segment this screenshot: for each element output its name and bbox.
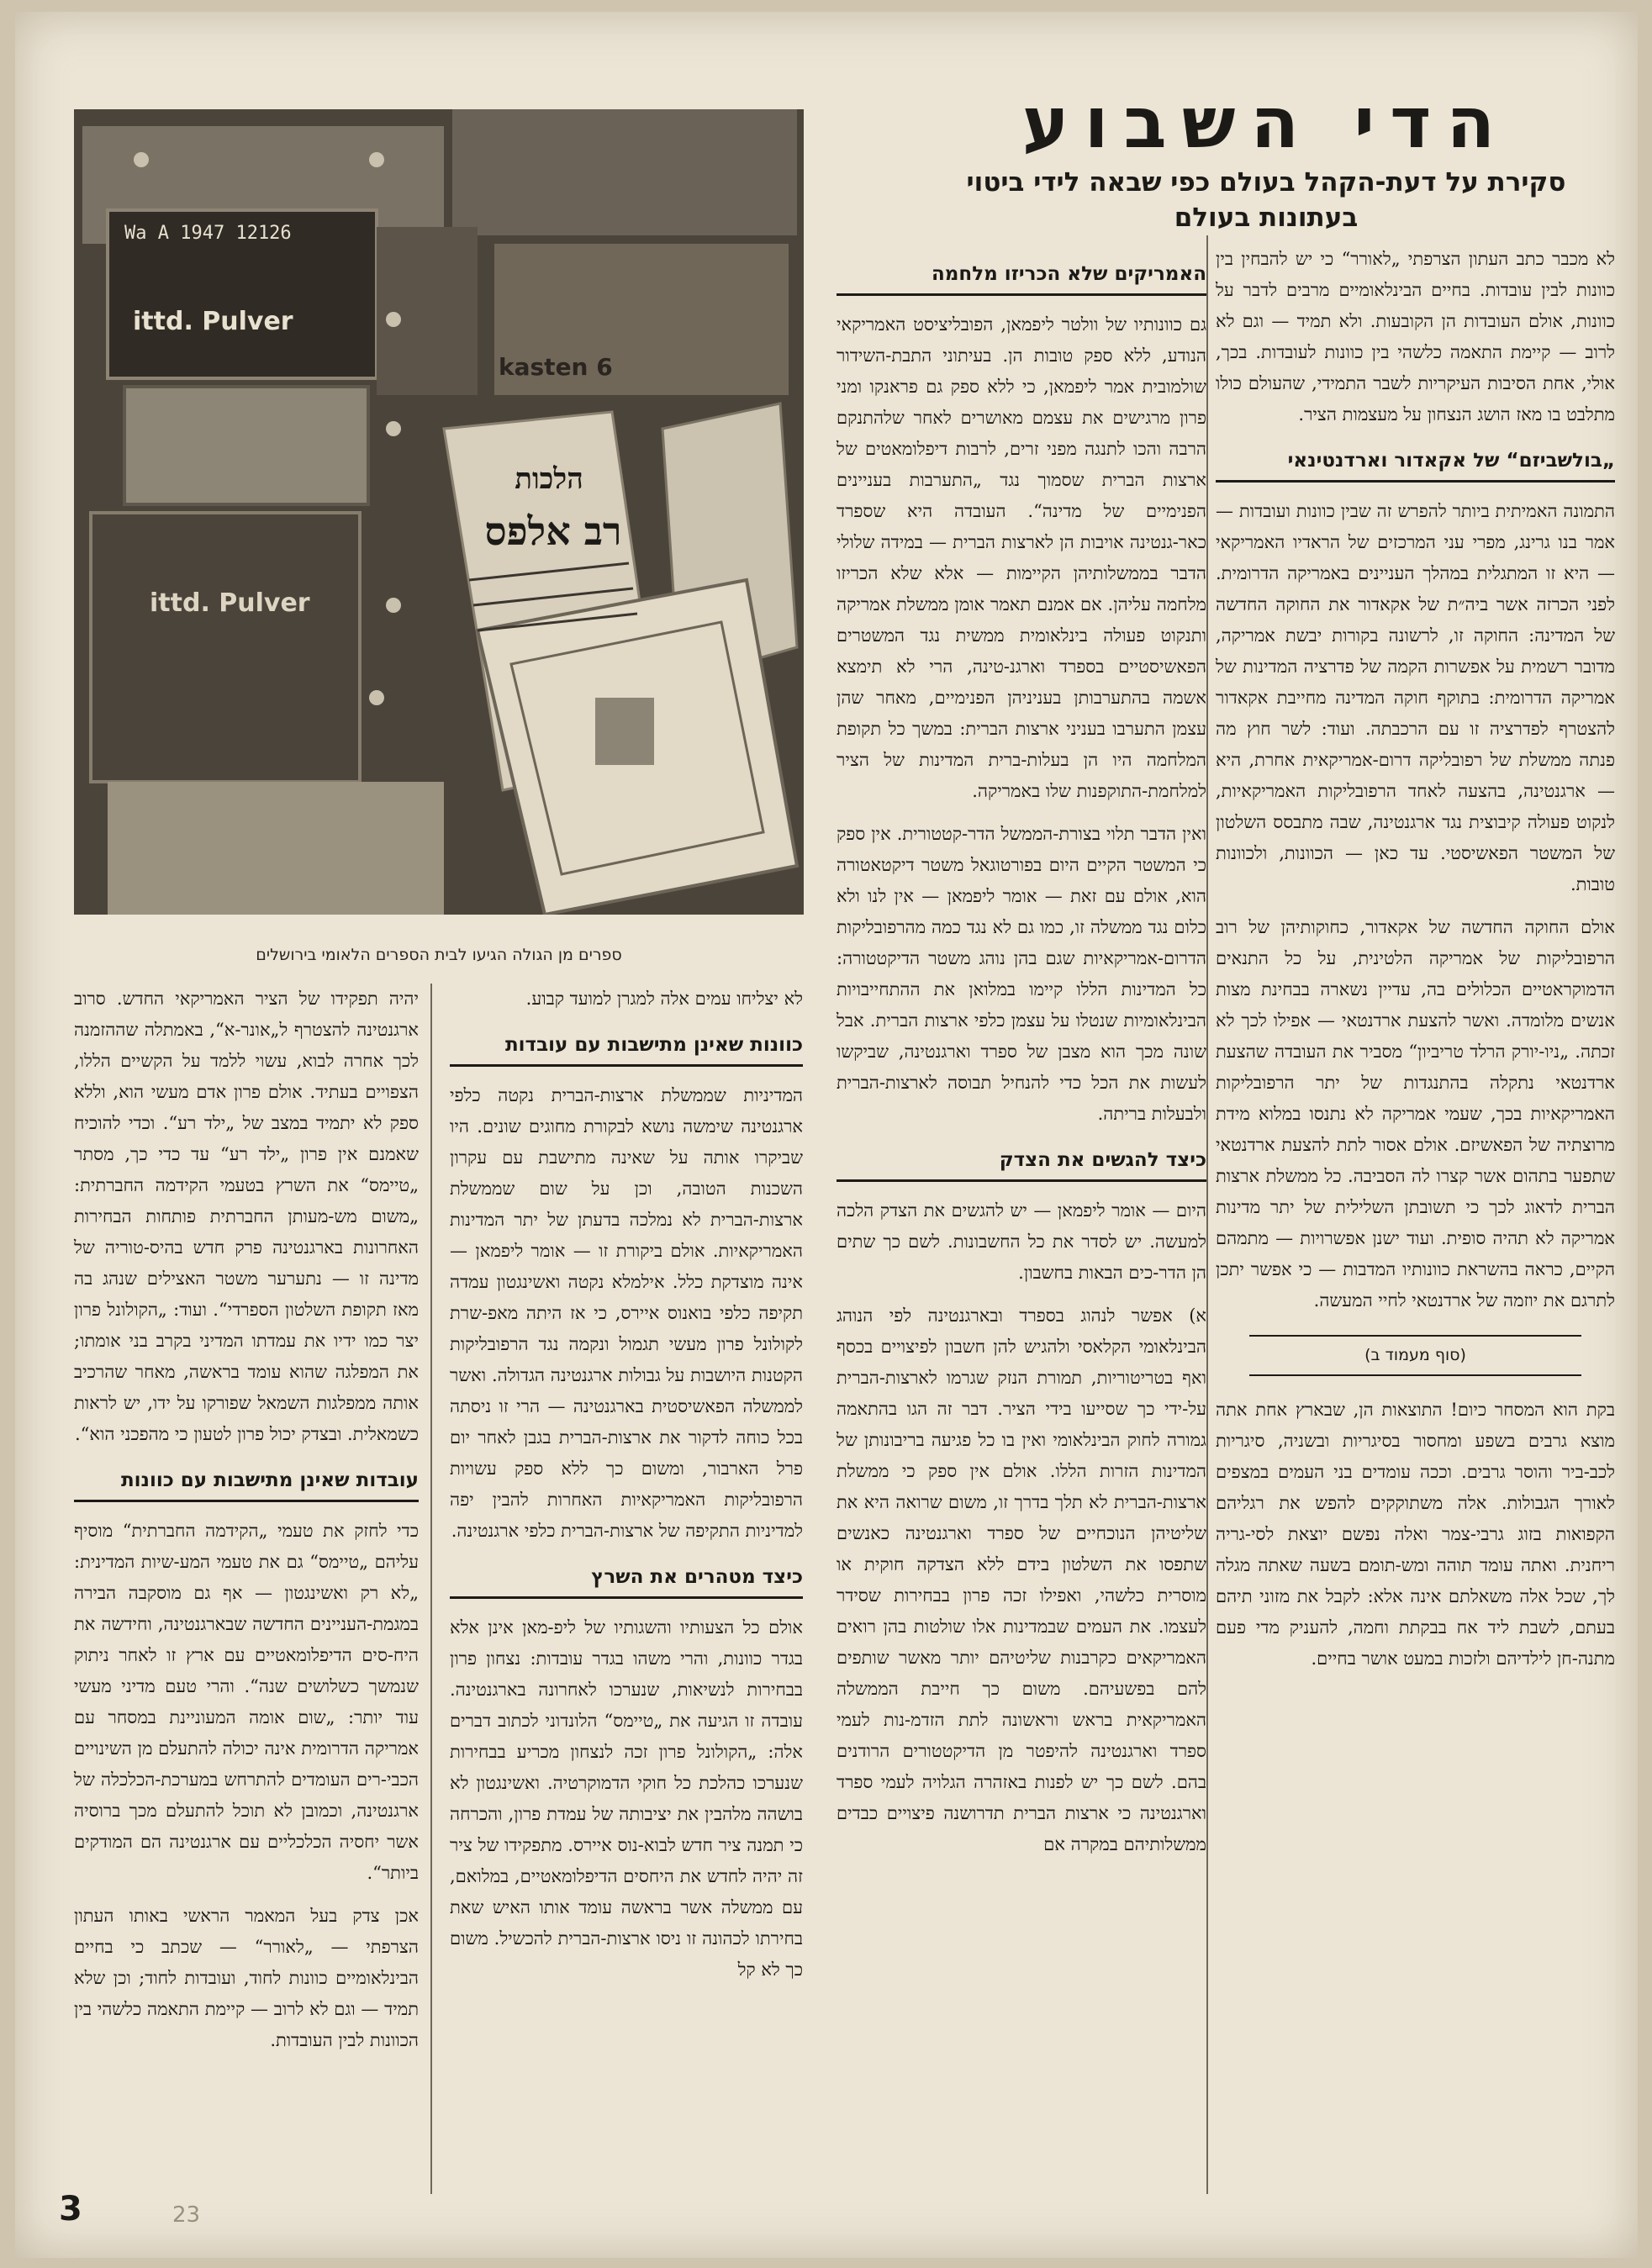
article-paragraph: כדי לחזק את טעמי „הקידמה החברתית“ מוסיף עליהם „טיימס“ גם את טעמי המע-שיות המדינית: „לא רק ואשינגטון — אף גם מוסקבה הבירה במגמת-העניינים החדשה שבארגנטינה, וחידשה את היח-סים הדיפלומאטיים עם ארץ זו לאחר ניתוק שנמשך כשלושים שנה“. והרי טעם מדיני מעשי עוד יותר: „שום אומה המעוניינת במסחר עם אמריקה הדרומית אינה יכולה להתעלם מן השינויים הכבי-רים העומדים להתרחש במערכת-הכלכלה של ארגנטינה, וכמובן לא תוכל להתעלם מכך ברוסיה אשר יחסיה הכלכליים עם ארגנטינה הם המודקים ביותר“. bbox=[74, 1521, 419, 1883]
crate-label-3: kasten 6 bbox=[499, 353, 613, 381]
section-heading: „בולשביזם“ של אקאדור וארדנטינאי bbox=[1216, 442, 1615, 483]
section-heading: האמריקים שלא הכריזו מלחמה bbox=[837, 256, 1206, 296]
article-paragraph: א) אפשר לנהוג בספרד ובארגנטינה לפי הנוהג הבינלאומי הקלאסי ולהגיש להן חשבון לפיצויים בכסף ואף בטריטוריות, תמורת הנזק שגרמו לארצות-הברית על-ידי כך שסייעו בידי הציר. דבר זה הגו בהתאמה גמורה לחוק הבינלאומי ואין בו כל פגיעה בריבונותן של המדינות הזרות הללו. אולם אין ספק כי ממשלת ארצות-הברית לא תלך בדרך זו, משום שרואה היא את שליטיהן הנוכחיים של ספרד וארגנטינה כאנשים שתפסו את השלטון בידם ללא הצדקה חוקית או מוסרית כלשהי, ואפילו זכה פרון בבחירות שסידר לעצמו. את העמים שבמדינות אלו שולטות בהן רואים האמריקאים כקרבנות שליטיהם יותר מאשר שותפים להם בפשעיהם. משום כך חייבת הממשלה האמריקאית בראש וראשונה לתת הזדמ-נות לעמי ספרד וארגנטינה להיפטר מן הדיקטטורים הרודנים בהם. לשם כך יש לפנות באזהרה הגלויה לעמי ספרד וארגנטינה כי ארצות הברית תדרושנה פיצויים כבדים ממשלותיהם במקרה אם bbox=[837, 1305, 1206, 1854]
crate-label-4: ittd. Pulver bbox=[150, 588, 310, 618]
masthead bbox=[917, 81, 1615, 235]
article-paragraph: המדיניות שממשלת ארצות-הברית נקטה כלפי ארגנטינה שימשה נושא לבקורת מחוגים שונים. היו שביקרו אותה על שאינה מתישבת עם עקרון השכנות הטובה, וכן על שום שממשלת ארצות-הברית לא נמלכה בדעתן של יתר המדינות האמריקאיות. אולם ביקורת זו — אומר ליפמאן — אינה מוצדקת כלל. אילמלא נקטה ואשינגטון עמדה תקיפה כלפי בואנוס איירס, כי אז היתה מאפ-שרת לקולונל פרון מעשי תגמול ונקמה נגד הרפובליקות הקטנות היושבות על גבולות ארגנטינה הגדולה. ואשר לממשלה הפאשיסטית בארגנטינה — הרי זו ניסתה בכל כוחה לדקור את ארצות-הברית בגבן לאחר יום פרל הארבור, ומשום כך ללא ספק עשויות הרפובליקות האמריקאיות האחרות להבין יפה למדיניות התקיפה של ארצות-הברית כלפי ארגנטינה. bbox=[450, 1085, 803, 1541]
article-paragraph: אולם כל הצעותיו והשגותיו של ליפ-מאן אינן אלא בגדר כוונות, והרי משהו בגדר עובדות: נצחון פרון בבחירות לנשיאות, שנערכו לאחרונה בארגנטינה. עובדה זו הגיעה את „טיימס“ הלונדוני לכתוב דברים אלה: „הקולונל פרון זכה לנצחון מכריע בבחירות שנערכו כהלכת כל חוקי הדמוקרטיה. ואשינגטון לא בושהה מלהבין את יציבותה של עמדת פרון, והכרחה כי תמנה ציר חדש לבוא-נוס איירס. מתפקידו של ציר זה יהיה לחדש את היחסים הדיפלומאטיים, במלואם, עם ממשלה אשר בראשה עומד אותו האיש שאת בחירתו לכהונה זו ניסו ארצות-הברית להכשיל. משום כך לא קל bbox=[450, 1617, 803, 1980]
middle-column bbox=[837, 244, 1206, 1872]
article-paragraph: אכן צדק בעל המאמר הראשי באותו העתון הצרפתי — „לאורר“ — שכתב כי בחיים הבינלאומיים כוונות לחוד, ועובדות לחוד; וכן שלא תמיד — וגם לא לרוב — קיימת התאמה כלשהי בין הכוונות לבין העובדות. bbox=[74, 1906, 419, 2050]
section-heading: עובדות שאינן מתישבות עם כוונות bbox=[74, 1462, 419, 1502]
photo-caption: ספרים מן הגולה הגיעו לבית הספרים הלאומי בירושלים bbox=[256, 946, 622, 964]
column-rule bbox=[430, 984, 432, 2194]
lower-column-a bbox=[74, 984, 419, 2068]
page-subtitle: סקירת על דעת-הקהל בעולם כפי שבאה לידי ביטוי bbox=[966, 167, 1566, 198]
book-title-line-2: רב אלפס bbox=[484, 509, 622, 554]
article-paragraph: ואין הדבר תלוי בצורת-הממשל הדר-קטטורית. אין ספק כי המשטר הקיים היום בפורטוגאל משטר דיקטאטורה הוא, אולם עם זאת — אומר ליפמאן — אין לנו ולא כלום נגד ממשלה זו, כמו גם לא נגד כמה מהרפובליקות הדרום-אמריקאיות שגם בהן נוהג משטר הדיקטטורה: כל המדינות הללו קיימו במלואן את ההתחייבויות הבינלאומיות שנטלו על עצמן כלפי ארצות הברית. אבל שונה מכך הוא מצבן של ספרד וארגנטינה, שביקשו לעשות את הכל כדי להנחיל תבוסה לארצות-הברית ולבעלות בריתה. bbox=[837, 824, 1206, 1124]
column-rule bbox=[1206, 235, 1208, 2194]
lower-column-b bbox=[450, 984, 803, 1997]
article-paragraph: לא מכבר כתב העתון הצרפתי „לאורר“ כי יש להבחין בין כוונות לבין עובדות. בחיים הבינלאומיים מרבים לדבר על כוונות, אולם העובדות הן הקובעות. ולא תמיד — וגם לא לרוב — קיימת התאמה כלשהי בין כוונות לעובדות. בכך, אולי, אחת הסיבות העיקריות לשבר התמידי, שהעולם כולו מתלבט בו מאז הושג הנצחון על מעצמות הציר. bbox=[1216, 249, 1615, 425]
continuation-note: (סוף מעמוד ב) bbox=[1249, 1335, 1581, 1376]
article-paragraph: לא יצליחו עמים אלה למגרן למועד קבוע. bbox=[525, 989, 803, 1009]
article-paragraph: התמונה האמיתית ביותר להפרש זה שבין כוונות ועובדות — אמר בנו גרינג, מפרי עני המרכזים של הראדיו האמריקאי — היא זו המתגלית במהלך העניינים באמריקה הדרומית. לפני הכרזה אשר ביה״ת של אקאדור את החוקה החדשה של המדינה: החוקה זו, לרשונה בקורות יבשת אמריקה, מדובר רשמית על אפשרות הקמה של פדרציה המדינות של אמריקה הדרומית: בתוקף חוקה המדינה מחייבת אקאדור להצטרף לפדרציה זו עם הרכבתה. ועוד: לשר חוץ מה פנתה ממשלת של רפובליקה דרום-אמריקאית אחרת, היא — ארגנטינה, בהצעה לאחד הרפובליקות האמריקאיות, לנקוט פעולה קיבוצית נגד ארגנטינה, שבה מתבסס השלטון של המשטר הפאשיסטי. עד כאן — הכוונות, ולכוונות טובות. bbox=[1216, 501, 1615, 894]
page-number: 3 bbox=[59, 2190, 82, 2228]
photo-book-crates bbox=[74, 109, 804, 915]
article-paragraph: אולם החוקה החדשה של אקאדור, כחוקותיהן של רוב הרפובליקות של אמריקה הלטינית, על כל התנאים הדמוקראטיים הכלולים בה, עדיין נשארה בבחינת מצות אנשים מלומדה. ואשר להצעת ארדנטאי — אפילו לכך לא זכתה. „ניו-יורק הרלד טריביון“ מסביר את העובדה שהצעת ארדנטאי נתקלה בהתנגדות של יתר הרפובליקות האמריקאיות בכך, שעמי אמריקה לא נתנסו במלוא מידת מרוצתיה של הפאשיזם. אולם אסור לתת להצעת ארדנטאי שתפער בתהום אשר קצרו לה הסביבה. כל ממשלת ארצות הברית לדאוג לכך כי תשובתן השלילית של יתר מדינות אמריקה לא תהיה סופית. ועוד ישנן אפשרויות — מתמהם הקיים, כראה בהשראת כוונותיו המדבות — כי אפשר יתכן לתרגם את יוזמה של ארדנטאי לחיי המעשה. bbox=[1216, 917, 1615, 1311]
section-heading: כוונות שאינן מתישבות עם עובדות bbox=[450, 1026, 803, 1067]
right-column bbox=[1216, 244, 1615, 1686]
article-paragraph: היום — אומר ליפמאן — יש להגשים את הצדק הלכה למעשה. יש לסדר את כל החשבונות. לשם כך שתים הן הדר-כים הבאות בחשבון. bbox=[837, 1200, 1206, 1283]
section-heading: כיצד להגשים את הצדק bbox=[837, 1142, 1206, 1182]
page-title: הדי השבוע bbox=[1021, 82, 1511, 164]
article-paragraph: יהיה תפקידו של הציר האמריקאי החדש. סרוב ארגנטינה להצטרף ל„אונר-א“, באמתלה שההזמנה לכך אחרה לבוא, עשוי ללמד על הקשיים הללו, הצפויים בעתיד. אולם פרון אדם מעשי הוא, וללא ספק לא יתמיד במצב של „ילד רע“. וכדי להוכיח שאמנם אין פרון „ילד רע“ עד כדי כך, מסתר „טיימס“ את השרץ בטעמי הקידמה החברתית: „משום מש-מעותן החברתית פותחות הבחירות האחרונות בארגנטינה פרק חדש בהיס-טוריה של מדינה זו — נתערער משטר האצילים שנהג בה מאז תקופת השלטון הספרדי“. ועוד: „הקולונל פרון יצר כמו ידיו את עמדתו המדיני בקרב בני אומתו; את המפלגה שהוא עומד בראשה, מאחר שהרכיב אותה ממפלגות השמאל שפורקו על ידו, יש לראות כשמאלית. ובצדק יכול פרון לטעון כי מהפכני הוא“. bbox=[74, 989, 419, 1444]
faint-page-number: 23 bbox=[172, 2202, 201, 2228]
crate-label-2: ittd. Pulver bbox=[133, 307, 293, 336]
article-paragraph: בקת הוא המסחר כיום! התוצאות הן, שבארץ אחת אתה מוצא גרבים בשפע ומחסור בסיגריות ובשניה, סיגריות לכב-ביר והוסר גרבים. וככה עומדים בני העמים במצפים לאורך הגבולות. אלה משתוקקים להפש את רגליהם הקפואות בזוג גרבי-צמר ואלה נפשם יוצאת לסי-גריה ריחנית. ואתה עומד תוהה ומש-תומם בשעה שאתה מגלה לך, שכל אלה משאלתם אינה אלא: לקבל את מזוני תיהם בעתם, לשבת ליד אח בבקתת וחמה, להעניק מדי פעם מתנה-חן לילדיהם ולזכות במעט אושר בחיים. bbox=[1216, 1400, 1615, 1669]
book-title-line-1: הלכות bbox=[515, 462, 583, 496]
crate-label-1: Wa A 1947 12126 bbox=[124, 223, 292, 244]
page-subtitle-line-2: בעתונות בעולם bbox=[1174, 203, 1359, 233]
article-paragraph: גם כוונותיו של וולטר ליפמאן, הפובליציסט האמריקאי הנודע, ללא ספק טובות הן. בעיתוני התבת-השידור שולמובית אמר ליפמאן, כי ללא ספק גם פראנקו ומני פרון מרגישים את עצמם מאושרים לאחר שלהתנקם הרבה והכו לתנגה מפני זרים, לרבות דיפלומאטים של ארצות הברית שסמוך נגד „התערבות בעניינים הפנימיים של מדינה“. העובדה היא שספרד כאר-גנטינה אויבות הן לארצות הברית — במידה שלולי הדבר בממשלותיהן הקיימות — אלא שלא הכריזו מלחמה עליהן. אם אמנם תאמר אומן ממשלת אמריקה ותנקוט פעולה בינלאומית ממשית נגד המשטרים הפאשיסטיים בספרד וארגנ-טינה, הרי לא תימצא אשמה בהתערבותן בעניניהן הפנימיים, מאחר שהן עצמן התערבו בעניני ארצות הברית: במשך כל תקופת המלחמה היו הן בעלות-ברית המדינות של הציר למלחמת-התוקפנות שלו באמריקה. bbox=[837, 314, 1206, 801]
section-heading: כיצד מטהרים את השרץ bbox=[450, 1559, 803, 1599]
